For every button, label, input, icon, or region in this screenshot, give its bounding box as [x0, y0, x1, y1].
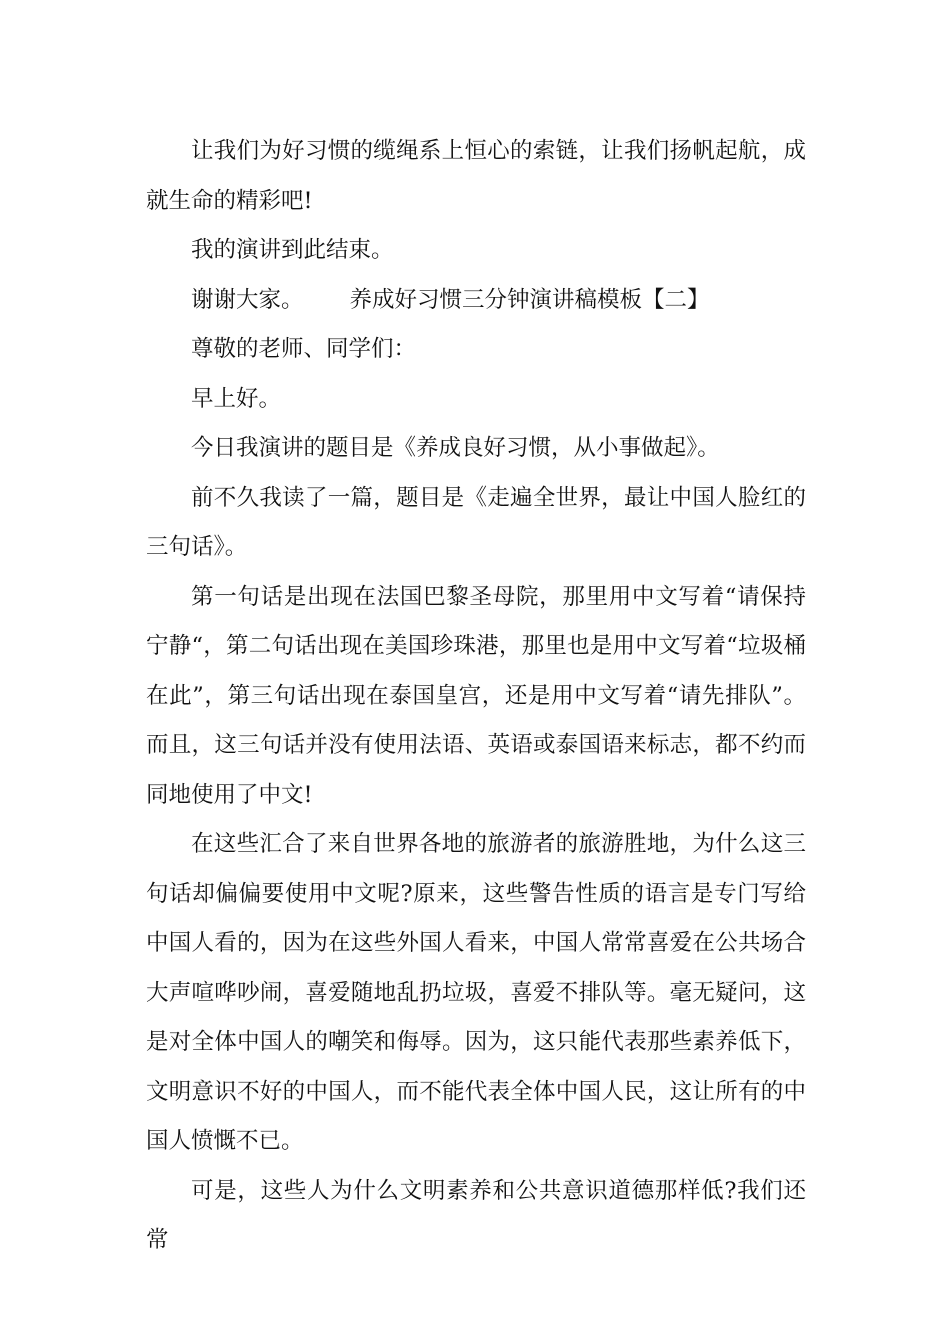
paragraph-article: 前不久我读了一篇，题目是《走遍全世界，最让中国人脸红的三句话》。 — [146, 484, 806, 560]
paragraph-question: 可是，这些人为什么文明素养和公共意识道德那样低?我们还常 — [146, 1177, 806, 1253]
document-body — [146, 127, 806, 1266]
paragraph-closing: 让我们为好习惯的缆绳系上恒心的索链，让我们扬帆起航，成就生命的精彩吧! — [146, 138, 806, 214]
paragraph-three-sentences: 第一句话是出现在法国巴黎圣母院，那里用中文写着“请保持宁静“，第二句话出现在美国珍珠港，那里也是用中文写着“垃圾桶在此”，第三句话出现在泰国皇宫，还是用中文写着“请先排队”。而且，这三句话并没有使用法语、英语或泰国语来标志，都不约而同地使用了中文! — [146, 583, 806, 808]
paragraph-topic: 今日我演讲的题目是《养成良好习惯，从小事做起》。 — [191, 435, 720, 461]
thanks-text: 谢谢大家。 — [191, 286, 304, 313]
paragraph-greeting-audience: 尊敬的老师、同学们： — [191, 336, 417, 362]
section-title: 养成好习惯三分钟演讲稿模板【二】 — [349, 286, 710, 313]
paragraph-ending: 我的演讲到此结束。 — [191, 237, 394, 263]
paragraph-thanks-and-title — [146, 276, 806, 326]
paragraph-reason: 在这些汇合了来自世界各地的旅游者的旅游胜地，为什么这三句话却偏偏要使用中文呢?原来，这些警告性质的语言是专门写给中国人看的，因为在这些外国人看来，中国人常常喜爱在公共场合大声喧哗吵闹，喜爱随地乱扔垃圾，喜爱不排队等。毫无疑问，这是对全体中国人的嘲笑和侮辱。因为，这只能代表那些素养低下，文明意识不好的中国人，而不能代表全体中国人民，这让所有的中国人愤慨不已。 — [146, 831, 806, 1154]
paragraph-good-morning: 早上好。 — [191, 385, 282, 412]
